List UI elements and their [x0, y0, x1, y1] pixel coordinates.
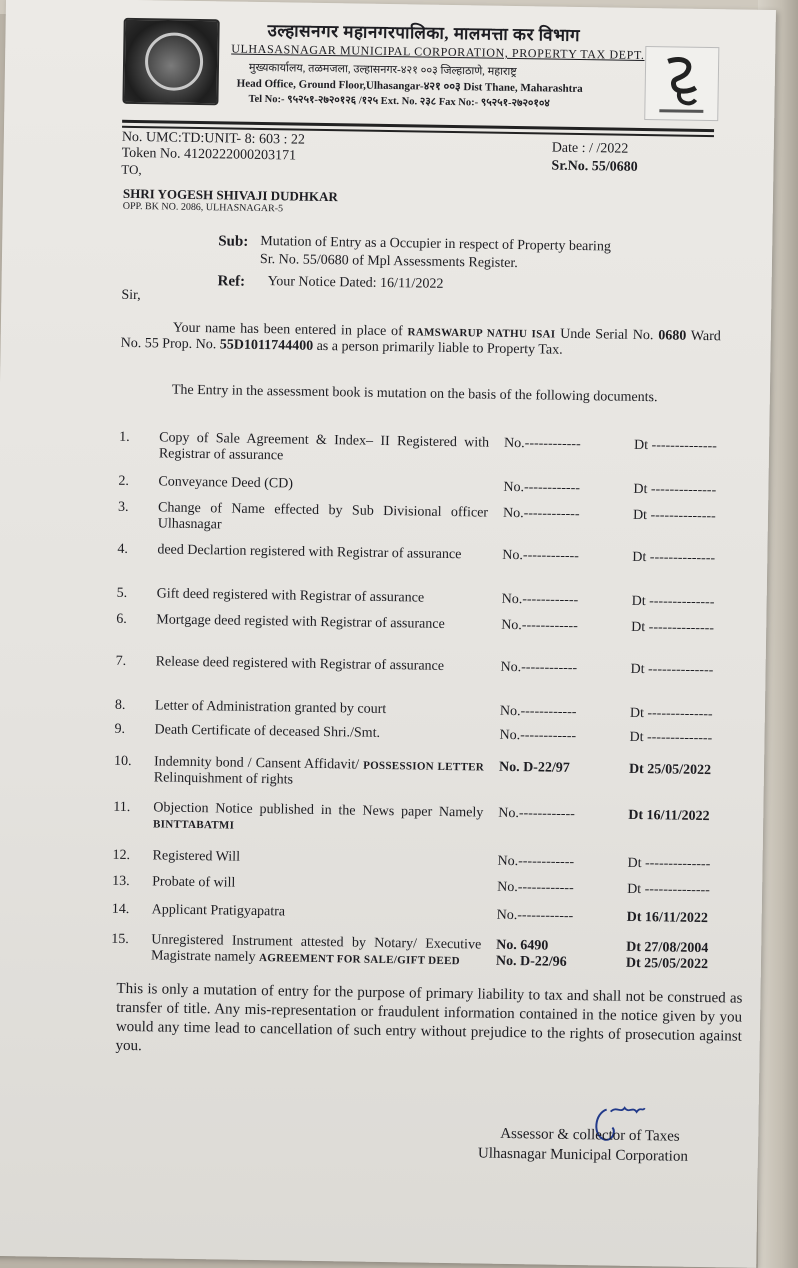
- subject-line-2: Sr. No. 55/0680 of Mpl Assessments Register.: [259, 251, 518, 272]
- reference-label: Ref:: [217, 273, 246, 290]
- document-date-field: Dt --------------: [632, 549, 716, 567]
- letter-date: Date : / /2022: [551, 140, 629, 157]
- document-description: Indemnity bond / Cansent Affidavit/ POSSESSION LETTER Relinquishment of rights: [153, 754, 485, 788]
- document-description: Probate of will: [152, 874, 236, 891]
- document-number: 8.: [114, 697, 126, 713]
- to-label: TO,: [121, 161, 142, 178]
- document-row: [112, 847, 733, 873]
- document-no-field: No.------------: [503, 435, 581, 453]
- document-no-field: No.------------: [502, 505, 580, 523]
- document-row: [117, 541, 738, 567]
- signatory-organisation: Ulhasnagar Municipal Corporation: [477, 1145, 689, 1165]
- document-number: 10.: [113, 753, 132, 770]
- document-description: Unregistered Instrument attested by Notary/ Executive Magistrate namely AGREEMENT FOR SALE/GIFT DEED: [150, 932, 482, 968]
- document-no-field: No.------------: [497, 879, 574, 896]
- property-number: 55D1011744400: [219, 337, 314, 354]
- document-no-field: No.------------: [498, 805, 575, 822]
- document-number: 2.: [118, 473, 130, 489]
- document-row: [119, 429, 739, 464]
- document-number: 5.: [116, 585, 128, 601]
- document-description: Death Certificate of deceased Shri./Smt.: [154, 722, 381, 741]
- document-row: [118, 473, 739, 499]
- document-no-field: No.------------: [497, 853, 575, 870]
- subject-label: Sub:: [218, 233, 249, 250]
- document-row: [111, 901, 732, 927]
- document-no-field: No.------------: [503, 479, 581, 497]
- document-row: [114, 721, 735, 747]
- corporation-brand-logo: [644, 46, 719, 121]
- header-address-english: Head Office, Ground Floor,Ulhasangar-४२१ ००३ Dist Thane, Maharashtra: [236, 77, 583, 96]
- document-row: [117, 499, 738, 533]
- document-no-field: No.------------: [499, 727, 577, 744]
- document-number: 4.: [117, 541, 129, 557]
- umc-emblem-logo: [122, 18, 219, 105]
- document-number: 1.: [119, 429, 130, 445]
- document-date-field: Dt --------------: [630, 661, 714, 679]
- previous-owner-name: RAMSWARUP NATHU ISAI: [407, 326, 556, 341]
- document-number: 13.: [112, 873, 130, 890]
- subject-line-1: Mutation of Entry as a Occupier in respect of Property bearing: [260, 233, 612, 255]
- paragraph-entry-notice: Your name has been entered in place of RAMSWARUP NATHU ISAI Unde Serial No. 0680 Ward No. 55 Prop. No. 55D1011744400 as a person primarily liable to Property Tax.: [120, 320, 721, 358]
- document-description: Release deed registered with Registrar of assurance: [155, 654, 445, 674]
- document-date-field: Dt --------------: [629, 729, 713, 747]
- document-row: [112, 873, 732, 899]
- document-description: Registered Will: [152, 848, 241, 865]
- document-number: 12.: [112, 847, 131, 864]
- document-number: 3.: [117, 499, 129, 515]
- paragraph-documents-intro: The Entry in the assessment book is mutation on the basis of the following documents.: [171, 382, 658, 406]
- document-row: [116, 611, 736, 637]
- document-description: Mortgage deed registed with Registrar of assurance: [156, 612, 445, 632]
- document-description: Objection Notice published in the News paper Namely BINTTABATMI: [152, 800, 484, 832]
- salutation: Sir,: [121, 287, 141, 304]
- header-telephone: Tel No:- ९५२५१-२७२०१२६ /१२५ Ext. No. २३८ Fax No:- ९५२५१-२७२०१०४: [248, 93, 550, 110]
- document-number: 9.: [114, 721, 126, 737]
- document-number: 15.: [111, 931, 129, 947]
- document-date-field: Dt 16/11/2022: [626, 909, 709, 927]
- document-no-field: No.------------: [501, 591, 579, 609]
- document-date-field: Dt 25/05/2022: [628, 761, 712, 779]
- document-date-field: Dt --------------: [632, 507, 716, 525]
- header-address-hindi: मुख्यकार्यालय, तळमजला, उल्हासनगर-४२१ ००३ जिल्हाठाणे, महाराष्ट्र: [248, 61, 517, 78]
- reference-text: Your Notice Dated: 16/11/2022: [267, 274, 444, 292]
- token-number: Token No. 4120222000203171: [121, 145, 297, 164]
- signatory-title: Assessor & collector of Taxes: [500, 1125, 680, 1145]
- document-date-field: Dt --------------: [629, 705, 713, 723]
- serial-value: 0680: [658, 328, 687, 344]
- document-number: 6.: [116, 611, 127, 627]
- document-date-field: Dt 16/11/2022: [628, 807, 710, 825]
- document-description: Copy of Sale Agreement & Index– II Registered with Registrar of assurance: [158, 430, 490, 464]
- document-no-field: No.------------: [499, 703, 577, 720]
- header-title-english: ULHASASNAGAR MUNICIPAL CORPORATION, PROPERTY TAX DEPT.: [231, 41, 645, 62]
- document-description: Change of Name effected by Sub Divisional officer Ulhasnagar: [157, 500, 489, 533]
- document-description-caps: AGREEMENT FOR SALE/GIFT DEED: [258, 952, 460, 968]
- document-no-field: No. D-22/97: [498, 759, 570, 776]
- document-description: Conveyance Deed (CD): [158, 474, 294, 492]
- document-row: [113, 753, 734, 788]
- document-date-field: Dt --------------: [633, 437, 717, 455]
- closing-paragraph: This is only a mutation of entry for the purpose of primary liability to tax and shall not be construed as transfer of title. Any mis-representation or fraudulent information contained in the notice given by you would any time lead to cancellation of such entry without prejudice to the rights of prosecution against you.: [115, 980, 743, 1055]
- addressee-address: OPP. BK NO. 2086, ULHASNAGAR-5: [122, 200, 284, 215]
- document-row: [115, 653, 736, 679]
- document-no-field: No.------------: [502, 547, 580, 565]
- document-description: Applicant Pratigyapatra: [151, 902, 286, 920]
- document-date-field: Dt --------------: [631, 619, 715, 637]
- document-number: 7.: [115, 653, 127, 669]
- document-description: deed Declartion registered with Registrar of assurance: [157, 542, 462, 563]
- document-description-caps: POSSESSION LETTER: [363, 759, 485, 774]
- addressee-name: SHRI YOGESH SHIVAJI DUDHKAR: [122, 185, 338, 205]
- document-no-field: No.------------: [500, 659, 578, 677]
- document-no-field: No.------------: [501, 617, 578, 635]
- document-row: [114, 697, 735, 723]
- header-title-hindi: उल्हासनगर महानगरपालिका, मालमत्ता कर विभाग: [267, 21, 581, 45]
- document-date-field: Dt --------------: [631, 593, 715, 611]
- document-no-field: No.------------: [496, 907, 574, 924]
- document-date-field: Dt --------------: [627, 855, 711, 873]
- serial-number: Sr.No. 55/0680: [551, 158, 638, 175]
- document-description: Letter of Administration granted by court: [154, 698, 387, 718]
- document-date-field: Dt --------------: [633, 481, 717, 499]
- document-date-field: Dt 27/08/2004 Dt 25/05/2022: [625, 939, 709, 973]
- document-row: [116, 585, 737, 611]
- document-description: Gift deed registered with Registrar of assurance: [156, 586, 425, 606]
- document-row: [111, 931, 731, 973]
- document-number: 11.: [113, 799, 131, 816]
- document-date-field: Dt --------------: [627, 881, 711, 899]
- document-row: [113, 799, 733, 832]
- document-description-caps: BINTTABATMI: [152, 818, 235, 832]
- reference-number: No. UMC:TD:UNIT- 8: 603 : 22: [121, 129, 306, 148]
- document-number: 14.: [111, 901, 130, 917]
- document-no-field: No. 6490 No. D-22/96: [495, 937, 567, 970]
